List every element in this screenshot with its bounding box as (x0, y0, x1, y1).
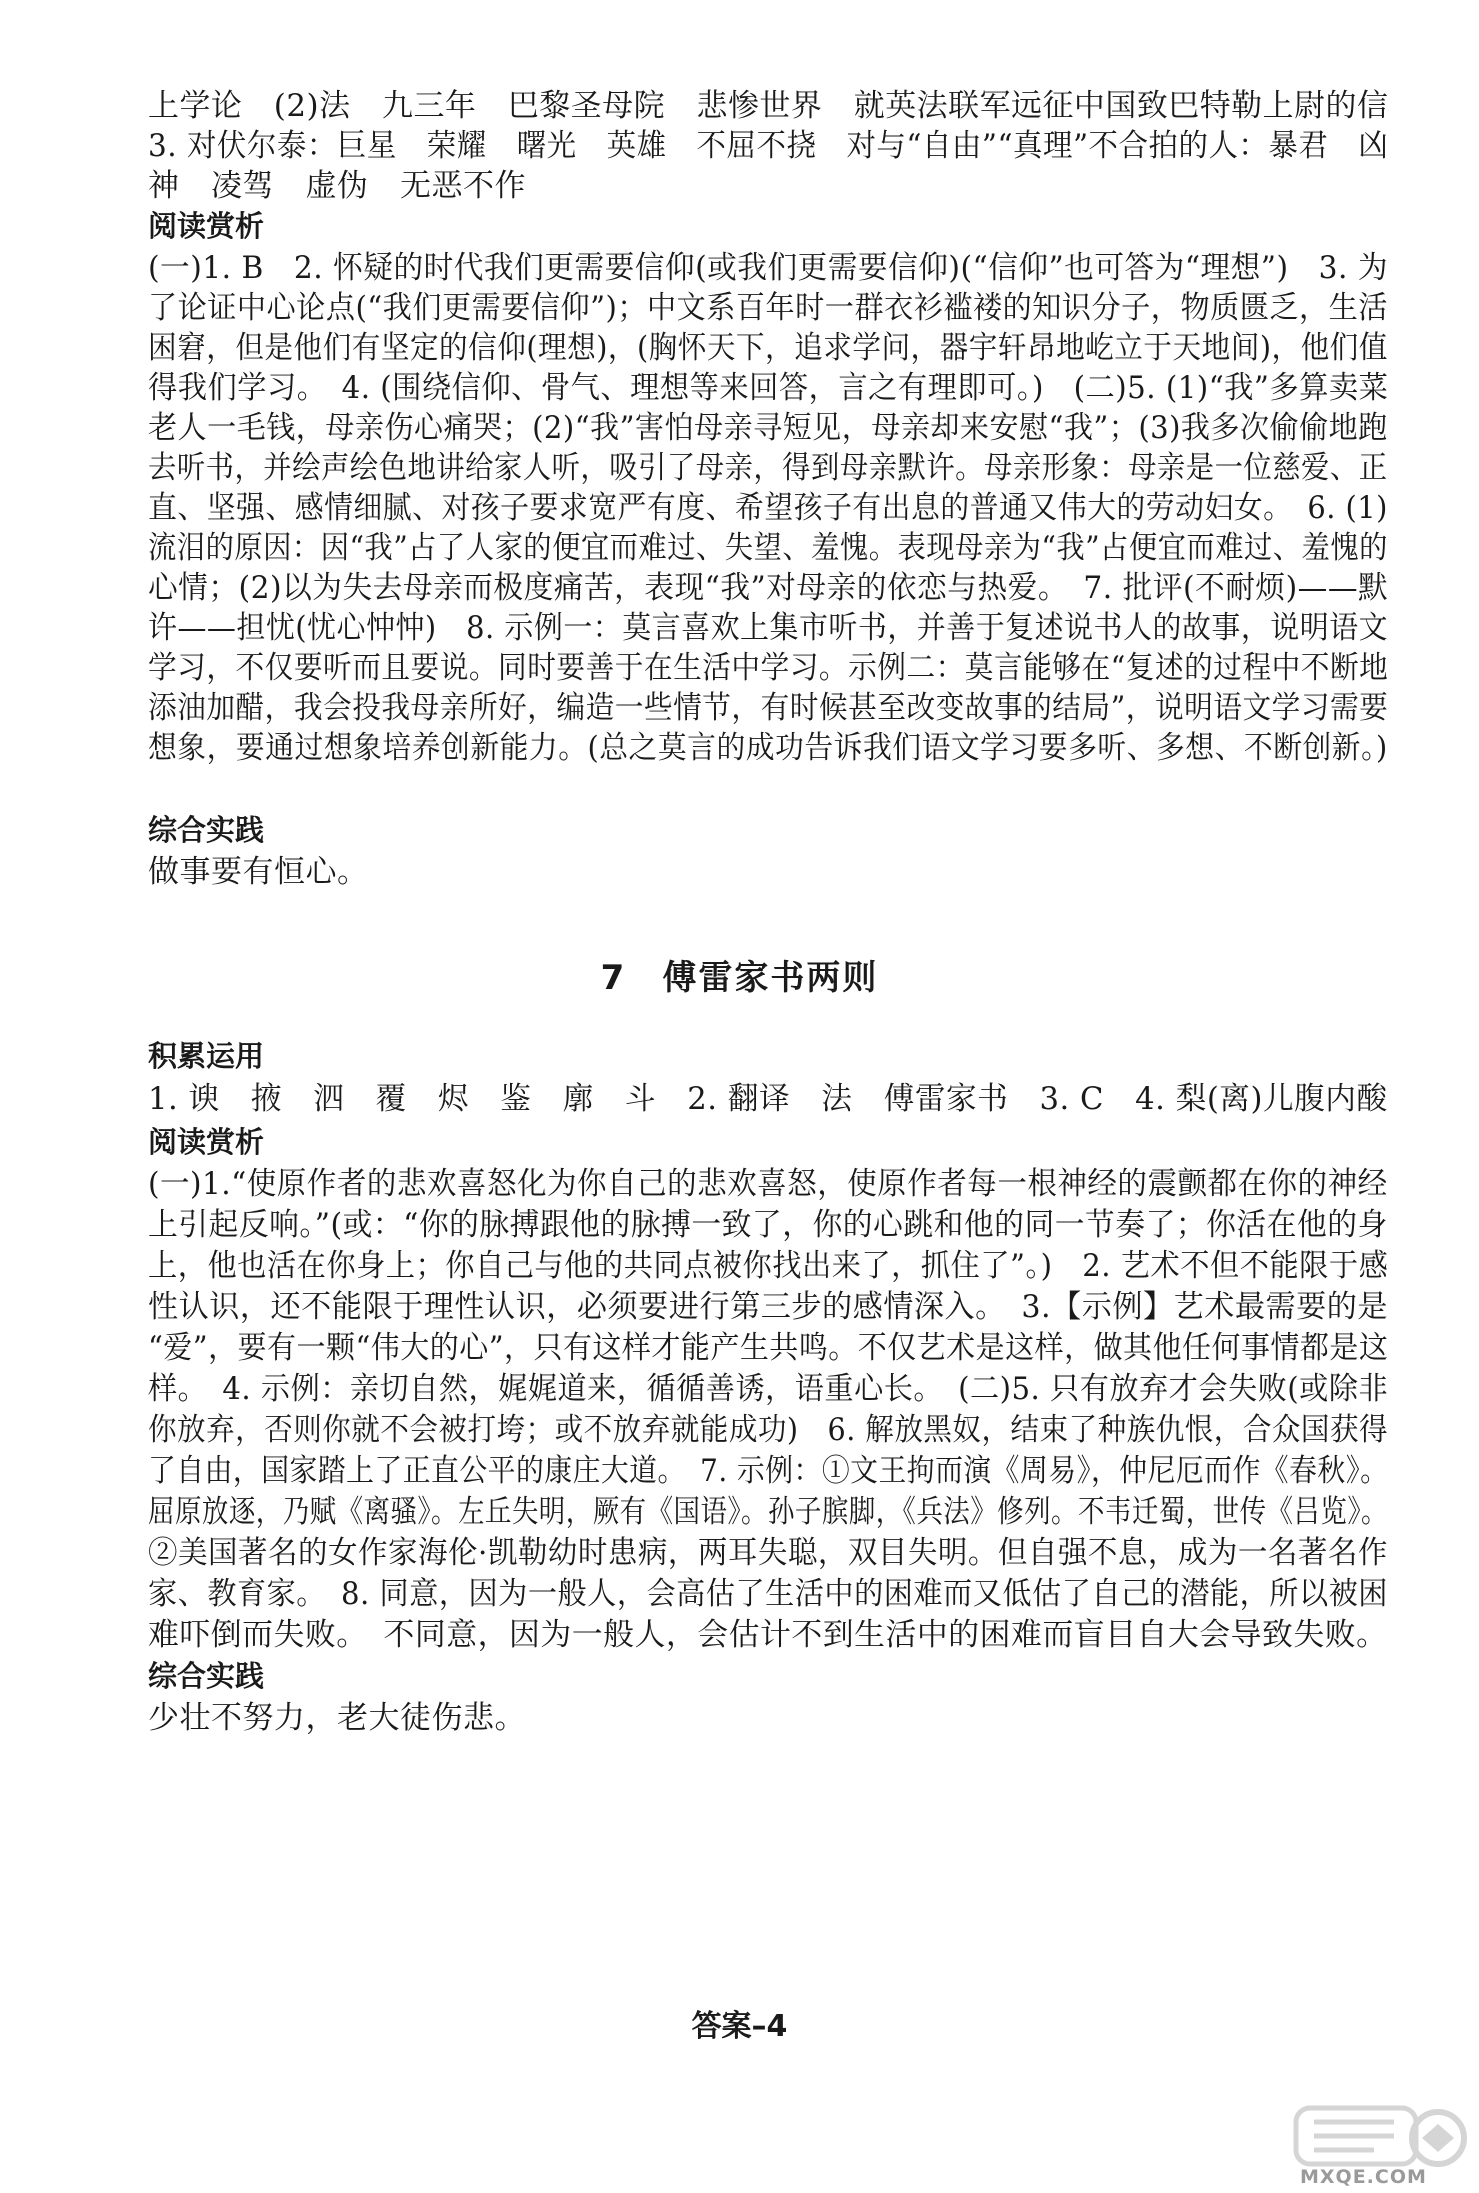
text-line: 1. 谀 掖 泗 覆 烬 鉴 廓 斗 2. 翻译 法 傅雷家书 3. C 4. 梨(离)儿腹内酸 (148, 1081, 1388, 1117)
text-line: 去听书，并绘声绘色地讲给家人听，吸引了母亲，得到母亲默许。母亲形象：母亲是一位慈爱、正 (148, 450, 1388, 486)
chapter-title: 7 傅雷家书两则 (600, 958, 879, 998)
section-heading-reading: 阅读赏析 (148, 1125, 265, 1159)
text-line: 流泪的原因：因“我”占了人家的便宜而难过、失望、羞愧。表现母亲为“我”占便宜而难过、羞愧的 (148, 530, 1388, 566)
text-line: 直、坚强、感情细腻、对孩子要求宽严有度、希望孩子有出息的普通又伟大的劳动妇女。 6. (1) (148, 490, 1388, 526)
text-line: 添油加醋，我会投我母亲所好，编造一些情节，有时候甚至改变故事的结局”，说明语文学习需要 (148, 690, 1389, 726)
text-line: 许——担忧(忧心忡忡) 8. 示例一：莫言喜欢上集市听书，并善于复述说书人的故事，说明语文 (148, 610, 1389, 646)
text-line: 心情；(2)以为失去母亲而极度痛苦，表现“我”对母亲的依恋与热爱。 7. 批评(不耐烦)——默 (148, 570, 1389, 606)
text-line: 神 凌驾 虚伪 无恶不作 (148, 168, 526, 204)
section-heading-practice: 综合实践 (148, 1659, 265, 1693)
text-line: 少壮不努力，老大徒伤悲。 (148, 1700, 526, 1736)
text-line: 老人一毛钱，母亲伤心痛哭；(2)“我”害怕母亲寻短见，母亲却来安慰“我”；(3)我多次偷偷地跑 (148, 410, 1388, 446)
text-line: 了自由，国家踏上了正直公平的康庄大道。 7. 示例：①文王拘而演《周易》，仲尼厄而作《春秋》。 (148, 1453, 1389, 1489)
text-line: 上学论 (2)法 九三年 巴黎圣母院 悲惨世界 就英法联军远征中国致巴特勒上尉的信 (148, 88, 1389, 124)
text-line: 得我们学习。 4. (围绕信仰、骨气、理想等来回答，言之有理即可。) (二)5. (1)“我”多算卖菜 (148, 370, 1389, 406)
text-line: 想象，要通过想象培养创新能力。(总之莫言的成功告诉我们语文学习要多听、多想、不断创新。) (148, 730, 1388, 766)
text-line: 3. 对伏尔泰：巨星 荣耀 曙光 英雄 不屈不挠 对与“自由”“真理”不合拍的人：暴君 凶 (148, 128, 1389, 164)
watermark-text: MXQE.COM (1300, 2166, 1427, 2188)
text-line: 上，他也活在你身上；你自己与他的共同点被你找出来了，抓住了”。) 2. 艺术不但不能限于感 (148, 1248, 1389, 1284)
text-line: 学习，不仅要听而且要说。同时要善于在生活中学习。示例二：莫言能够在“复述的过程中不断地 (148, 650, 1389, 686)
section-heading-accumulation: 积累运用 (148, 1039, 265, 1073)
text-line: (一)1.“使原作者的悲欢喜怒化为你自己的悲欢喜怒，使原作者每一根神经的震颤都在你的神经 (148, 1166, 1388, 1202)
text-line: 困窘，但是他们有坚定的信仰(理想)，(胸怀天下，追求学问，器宇轩昂地屹立于天地间)，他们值 (148, 330, 1388, 366)
text-line: 难吓倒而失败。 不同意，因为一般人，会估计不到生活中的困难而盲目自大会导致失败。 (148, 1617, 1388, 1653)
text-line: “爱”，要有一颗“伟大的心”，只有这样才能产生共鸣。不仅艺术是这样，做其他任何事情都是这 (148, 1330, 1389, 1366)
text-line: 性认识，还不能限于理性认识，必须要进行第三步的感情深入。 3.【示例】艺术最需要的是 (148, 1289, 1389, 1325)
section-heading-practice: 综合实践 (148, 813, 265, 847)
text-line: ②美国著名的女作家海伦·凯勒幼时患病，两耳失聪，双目失明。但自强不息，成为一名著名作 (148, 1535, 1388, 1571)
page-number: 答案–4 (691, 2009, 788, 2044)
text-line: 屈原放逐，乃赋《离骚》。左丘失明，厥有《国语》。孙子膑脚，《兵法》修列。不韦迁蜀，世传《吕览》。 (148, 1494, 1388, 1530)
text-line: 家、教育家。 8. 同意，因为一般人，会高估了生活中的困难而又低估了自己的潜能，所以被困 (148, 1576, 1388, 1612)
text-line: 了论证中心论点(“我们更需要信仰”)；中文系百年时一群衣衫褴褛的知识分子，物质匮乏，生活 (148, 290, 1388, 326)
section-heading-reading: 阅读赏析 (148, 209, 265, 243)
text-line: 上引起反响。”(或：“你的脉搏跟他的脉搏一致了，你的心跳和他的同一节奏了；你活在他的身 (148, 1207, 1388, 1243)
text-line: 你放弃，否则你就不会被打垮；或不放弃就能成功) 6. 解放黑奴，结束了种族仇恨，合众国获得 (148, 1412, 1389, 1448)
text-line: (一)1. B 2. 怀疑的时代我们更需要信仰(或我们更需要信仰)(“信仰”也可答为“理想”) 3. 为 (148, 250, 1389, 286)
text-line: 样。 4. 示例：亲切自然，娓娓道来，循循善诱，语重心长。 (二)5. 只有放弃才会失败(或除非 (148, 1371, 1389, 1407)
text-line: 做事要有恒心。 (148, 854, 369, 890)
